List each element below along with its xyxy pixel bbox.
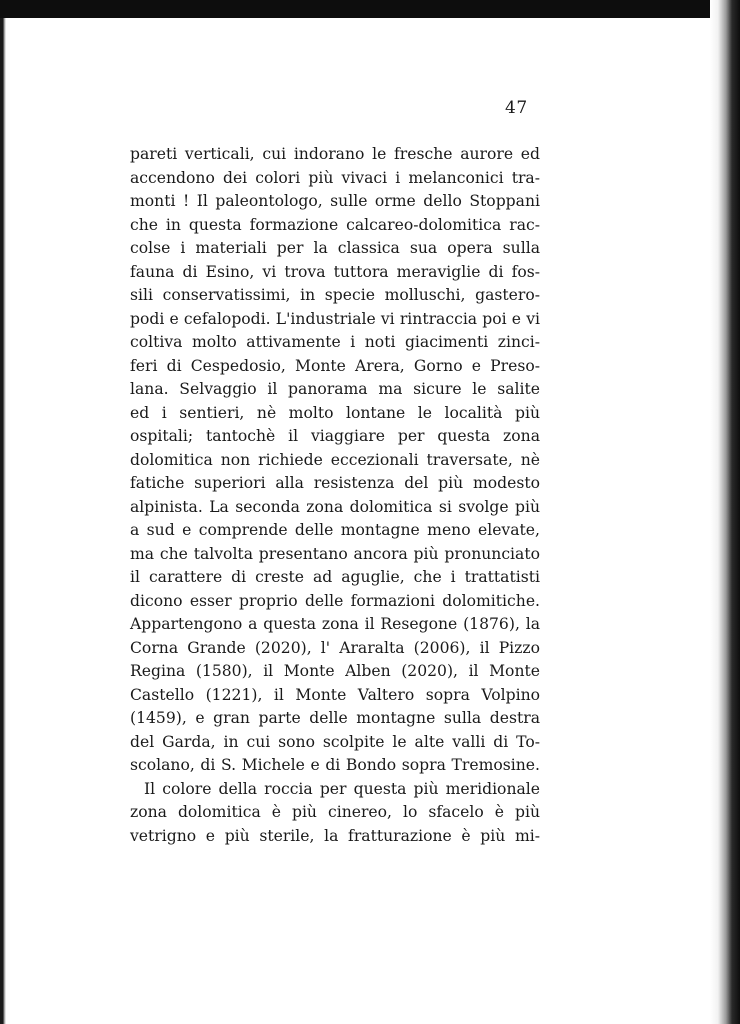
text-line: Il colore della roccia per questa più meridionale [144, 779, 540, 798]
text-line: dicono esser proprio delle formazioni dolomitiche. [130, 591, 540, 610]
text-line: a sud e comprende delle montagne meno elevate, [130, 521, 540, 539]
text-line: del Garda, in cui sono scolpite le alte valli di To- [130, 732, 540, 751]
text-line: podi e cefalopodi. L'industriale vi rintraccia poi e vi [130, 309, 540, 328]
text-line: lana. Selvaggio il panorama ma sicure le salite [130, 380, 540, 398]
scan-left-border [0, 18, 6, 1024]
text-line: (1459), e gran parte delle montagne sulla destra [130, 709, 540, 727]
text-line: vetrigno e più sterile, la fratturazione è più mi- [130, 826, 540, 845]
text-line: pareti verticali, cui indorano le fresche aurore ed [130, 145, 540, 163]
text-line: Appartengono a questa zona il Resegone (1876), la [130, 615, 540, 633]
text-line: zona dolomitica è più cinereo, lo sfacelo è più [130, 803, 540, 821]
text-line: dolomitica non richiede eccezionali traversate, nè [130, 450, 540, 469]
text-line: Regina (1580), il Monte Alben (2020), il Monte [130, 662, 540, 680]
text-line: ma che talvolta presentano ancora più pronunciato [130, 544, 540, 563]
text-line: monti ! Il paleontologo, sulle orme dello Stoppani [130, 192, 540, 210]
text-line: il carattere di creste ad aguglie, che i trattatisti [130, 568, 540, 586]
text-line: colse i materiali per la classica sua opera sulla [130, 239, 540, 257]
body-text [130, 143, 540, 848]
text-line: che in questa formazione calcareo-dolomitica rac- [130, 215, 540, 234]
text-line: scolano, di S. Michele e di Bondo sopra Tremosine. [130, 756, 540, 774]
scan-right-border [710, 0, 740, 1024]
text-line: feri di Cespedosio, Monte Arera, Gorno e Preso- [130, 356, 540, 375]
text-line: alpinista. La seconda zona dolomitica si svolge più [130, 497, 540, 516]
page-number: 47 [505, 98, 528, 118]
text-line: fatiche superiori alla resistenza del più modesto [130, 474, 540, 492]
text-line: fauna di Esino, vi trova tuttora meraviglie di fos- [130, 262, 540, 281]
text-line: ospitali; tantochè il viaggiare per questa zona [130, 427, 540, 445]
text-line: Corna Grande (2020), l' Araralta (2006), il Pizzo [130, 638, 540, 657]
text-line: Castello (1221), il Monte Valtero sopra Volpino [130, 685, 540, 704]
text-line: coltiva molto attivamente i noti giacimenti zinci- [130, 333, 540, 351]
text-line: sili conservatissimi, in specie molluschi, gastero- [130, 286, 540, 304]
text-line: accendono dei colori più vivaci i melanconici tra- [130, 168, 540, 187]
scan-top-border [0, 0, 740, 18]
text-line: ed i sentieri, nè molto lontane le località più [130, 403, 540, 422]
